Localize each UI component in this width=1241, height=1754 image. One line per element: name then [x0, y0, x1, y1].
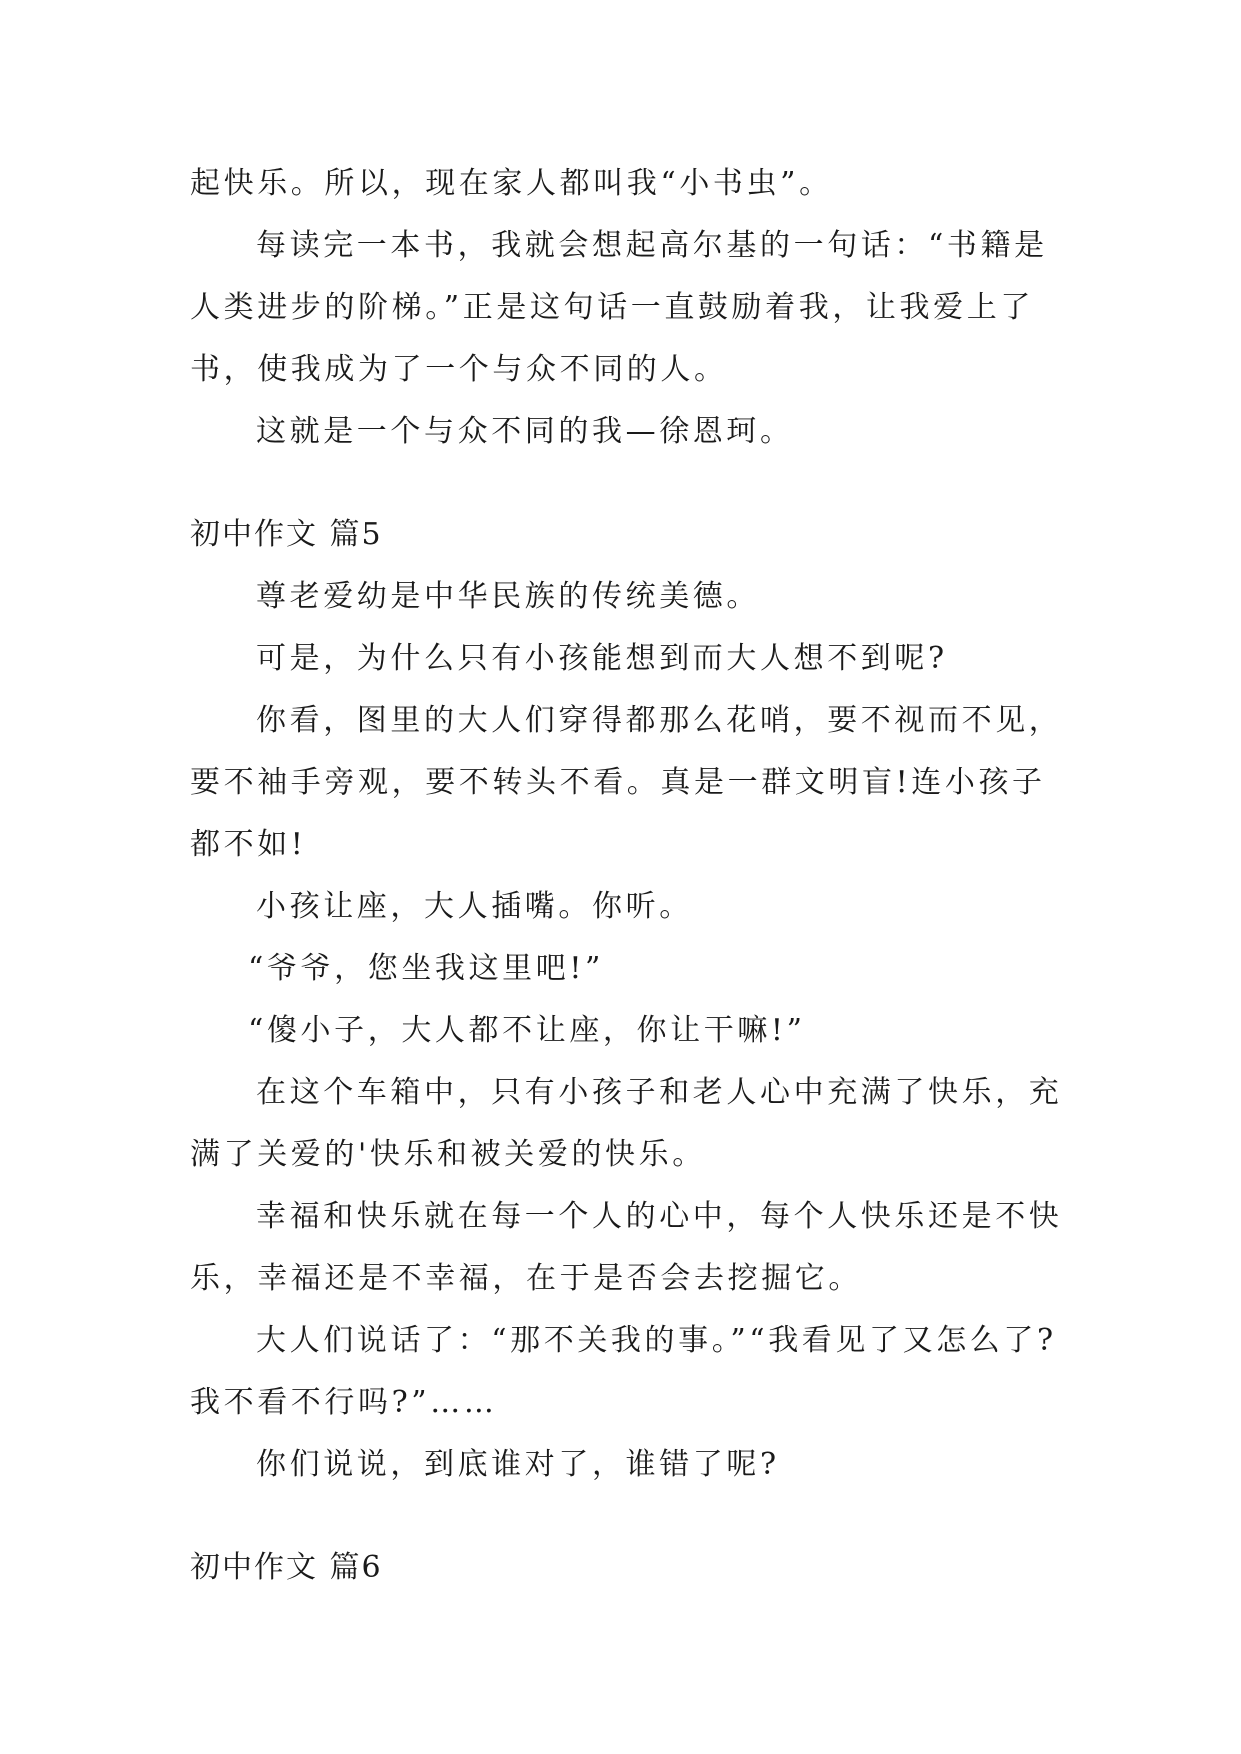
paragraph-line: 尊老爱幼是中华民族的传统美德。: [256, 579, 760, 614]
section-heading: 初中作文 篇5: [190, 517, 383, 552]
paragraph-line: 满了关爱的'快乐和被关爱的快乐。: [190, 1137, 706, 1172]
paragraph-line: 书，使我成为了一个与众不同的人。: [190, 352, 728, 387]
paragraph-line: 起快乐。所以，现在家人都叫我“小书虫”。: [190, 166, 833, 201]
paragraph-line: 小孩让座，大人插嘴。你听。: [256, 889, 693, 924]
paragraph-line: 你看，图里的大人们穿得都那么花哨，要不视而不见，: [256, 703, 1063, 738]
paragraph-line: 人类进步的阶梯。”正是这句话一直鼓励着我，让我爱上了: [190, 290, 1034, 325]
paragraph-line: 你们说说，到底谁对了，谁错了呢?: [256, 1447, 780, 1482]
paragraph-line: 可是，为什么只有小孩能想到而大人想不到呢?: [256, 641, 948, 676]
dialogue-line: “爷爷，您坐我这里吧!”: [248, 951, 604, 986]
dialogue-line: “傻小子，大人都不让座，你让干嘛!”: [248, 1013, 806, 1048]
paragraph-line: 幸福和快乐就在每一个人的心中，每个人快乐还是不快: [256, 1199, 1063, 1234]
paragraph-line: 大人们说话了：“那不关我的事。”“我看见了又怎么了?: [256, 1323, 1057, 1358]
paragraph-line: 要不袖手旁观，要不转头不看。真是一群文明盲!连小孩子: [190, 765, 1046, 800]
section-heading: 初中作文 篇6: [190, 1550, 383, 1585]
paragraph-line: 在这个车箱中，只有小孩子和老人心中充满了快乐，充: [256, 1075, 1063, 1110]
paragraph-line: 这就是一个与众不同的我—徐恩珂。: [256, 414, 794, 449]
paragraph-line: 都不如!: [190, 827, 307, 862]
paragraph-line: 每读完一本书，我就会想起高尔基的一句话：“书籍是: [256, 228, 1048, 263]
paragraph-line: 乐，幸福还是不幸福，在于是否会去挖掘它。: [190, 1261, 862, 1296]
paragraph-line: 我不看不行吗?”……: [190, 1385, 498, 1420]
